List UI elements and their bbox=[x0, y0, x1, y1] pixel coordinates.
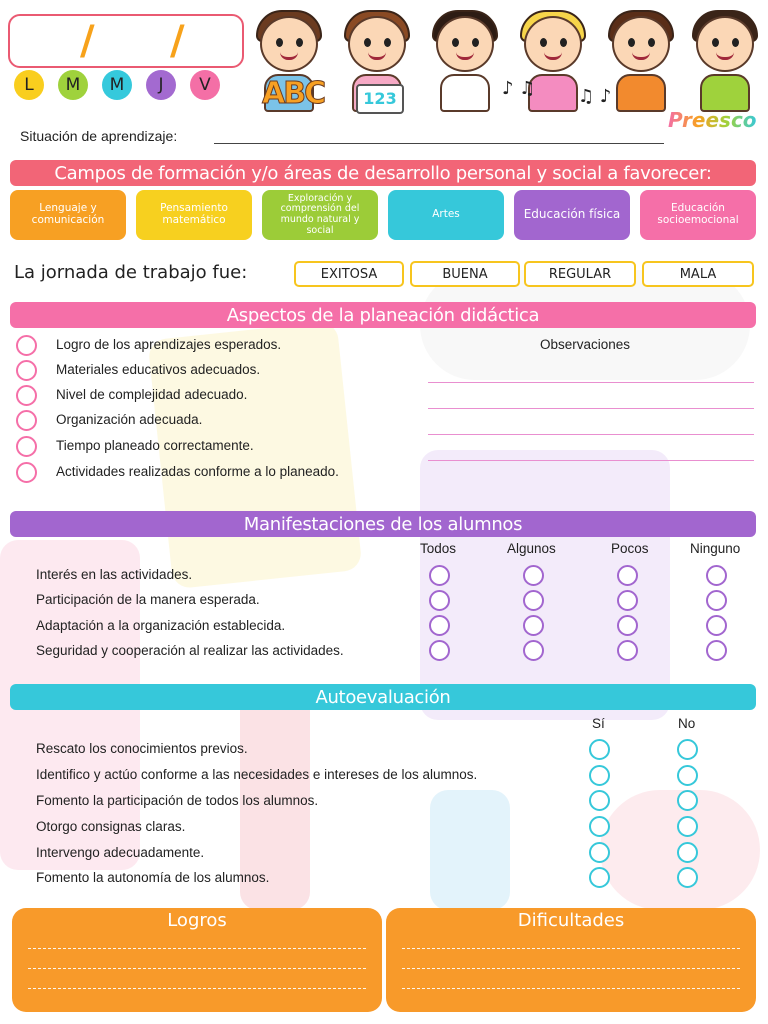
situacion-input-line[interactable] bbox=[214, 143, 664, 144]
column-header-no: No bbox=[678, 716, 696, 731]
dificultades-panel[interactable] bbox=[386, 908, 756, 1012]
radio-todos[interactable] bbox=[429, 640, 450, 661]
date-separator: / bbox=[170, 18, 185, 64]
manifestacion-item: Interés en las actividades. bbox=[36, 567, 193, 582]
writing-line bbox=[402, 968, 740, 969]
radio-ninguno[interactable] bbox=[706, 590, 727, 611]
field-socioemocional[interactable]: Educación socioemocional bbox=[640, 190, 756, 240]
writing-line bbox=[28, 968, 366, 969]
radio-pocos[interactable] bbox=[617, 615, 638, 636]
observaciones-line[interactable] bbox=[428, 460, 754, 461]
radio-pocos[interactable] bbox=[617, 640, 638, 661]
autoevaluacion-item: Fomento la autonomía de los alumnos. bbox=[36, 870, 270, 885]
date-field[interactable] bbox=[8, 14, 244, 68]
aspect-check[interactable] bbox=[16, 410, 37, 431]
radio-no[interactable] bbox=[677, 739, 698, 760]
child-figure bbox=[686, 8, 764, 112]
radio-si[interactable] bbox=[589, 816, 610, 837]
brand-logo: Preesco bbox=[668, 108, 757, 132]
radio-algunos[interactable] bbox=[523, 590, 544, 611]
radio-pocos[interactable] bbox=[617, 565, 638, 586]
field-educacion-fisica[interactable]: Educación física bbox=[514, 190, 630, 240]
manifestacion-item: Participación de la manera esperada. bbox=[36, 592, 260, 607]
day-monday[interactable]: L bbox=[14, 70, 44, 100]
radio-si[interactable] bbox=[589, 842, 610, 863]
day-thursday[interactable]: J bbox=[146, 70, 176, 100]
rating-exitosa[interactable]: EXITOSA bbox=[294, 261, 404, 287]
background-glue-stick bbox=[430, 790, 510, 910]
column-header-algunos: Algunos bbox=[507, 541, 556, 556]
writing-line bbox=[402, 948, 740, 949]
radio-todos[interactable] bbox=[429, 565, 450, 586]
aspect-check[interactable] bbox=[16, 462, 37, 483]
field-pensamiento[interactable]: Pensamiento matemático bbox=[136, 190, 252, 240]
radio-ninguno[interactable] bbox=[706, 615, 727, 636]
child-figure bbox=[602, 8, 680, 112]
aspect-item: Logro de los aprendizajes esperados. bbox=[56, 337, 282, 352]
radio-no[interactable] bbox=[677, 790, 698, 811]
radio-algunos[interactable] bbox=[523, 640, 544, 661]
jornada-label: La jornada de trabajo fue: bbox=[14, 262, 248, 283]
field-exploracion[interactable]: Exploración y comprensión del mundo natural y social bbox=[262, 190, 378, 240]
column-header-si: Sí bbox=[592, 716, 605, 731]
writing-line bbox=[402, 988, 740, 989]
dificultades-title: Dificultades bbox=[517, 910, 625, 931]
radio-ninguno[interactable] bbox=[706, 640, 727, 661]
manifestaciones-band: Manifestaciones de los alumnos bbox=[10, 511, 756, 537]
weekday-selector bbox=[14, 70, 220, 100]
day-friday[interactable]: V bbox=[190, 70, 220, 100]
aspect-item: Actividades realizadas conforme a lo planeado. bbox=[56, 464, 339, 479]
radio-no[interactable] bbox=[677, 867, 698, 888]
rating-mala[interactable]: MALA bbox=[642, 261, 754, 287]
aspect-item: Materiales educativos adecuados. bbox=[56, 362, 261, 377]
observaciones-line[interactable] bbox=[428, 434, 754, 435]
autoevaluacion-item: Intervengo adecuadamente. bbox=[36, 845, 205, 860]
radio-no[interactable] bbox=[677, 816, 698, 837]
abc-blocks-logo: ABC bbox=[262, 76, 325, 111]
aspect-item: Organización adecuada. bbox=[56, 412, 203, 427]
radio-no[interactable] bbox=[677, 842, 698, 863]
radio-si[interactable] bbox=[589, 739, 610, 760]
aspectos-band: Aspectos de la planeación didáctica bbox=[10, 302, 756, 328]
observaciones-line[interactable] bbox=[428, 408, 754, 409]
rating-buena[interactable]: BUENA bbox=[410, 261, 520, 287]
day-wednesday[interactable]: M bbox=[102, 70, 132, 100]
radio-pocos[interactable] bbox=[617, 590, 638, 611]
manifestacion-item: Seguridad y cooperación al realizar las actividades. bbox=[36, 643, 344, 658]
aspect-item: Tiempo planeado correctamente. bbox=[56, 438, 254, 453]
writing-line bbox=[28, 948, 366, 949]
autoevaluacion-item: Rescato los conocimientos previos. bbox=[36, 741, 248, 756]
aspect-item: Nivel de complejidad adecuado. bbox=[56, 387, 248, 402]
rating-regular[interactable]: REGULAR bbox=[524, 261, 636, 287]
radio-no[interactable] bbox=[677, 765, 698, 786]
writing-line bbox=[28, 988, 366, 989]
background-notebook bbox=[420, 450, 670, 720]
field-artes[interactable]: Artes bbox=[388, 190, 504, 240]
radio-ninguno[interactable] bbox=[706, 565, 727, 586]
field-lenguaje[interactable]: Lenguaje y comunicación bbox=[10, 190, 126, 240]
radio-algunos[interactable] bbox=[523, 615, 544, 636]
column-header-todos: Todos bbox=[420, 541, 457, 556]
autoevaluacion-item: Identifico y actúo conforme a las necesidades e intereses de los alumnos. bbox=[36, 767, 478, 782]
day-tuesday[interactable]: M bbox=[58, 70, 88, 100]
column-header-ninguno: Ninguno bbox=[690, 541, 741, 556]
radio-si[interactable] bbox=[589, 765, 610, 786]
logros-panel[interactable] bbox=[12, 908, 382, 1012]
number-card: 123 bbox=[356, 84, 404, 114]
radio-si[interactable] bbox=[589, 867, 610, 888]
autoevaluacion-item: Otorgo consignas claras. bbox=[36, 819, 186, 834]
observaciones-line[interactable] bbox=[428, 382, 754, 383]
aspect-check[interactable] bbox=[16, 385, 37, 406]
radio-todos[interactable] bbox=[429, 615, 450, 636]
column-header-pocos: Pocos bbox=[611, 541, 649, 556]
child-figure bbox=[426, 8, 504, 112]
manifestacion-item: Adaptación a la organización establecida. bbox=[36, 618, 286, 633]
date-separator: / bbox=[80, 18, 95, 64]
aspect-check[interactable] bbox=[16, 360, 37, 381]
observaciones-label: Observaciones bbox=[540, 337, 631, 352]
autoevaluacion-item: Fomento la participación de todos los alumnos. bbox=[36, 793, 319, 808]
campos-band: Campos de formación y/o áreas de desarrollo personal y social a favorecer: bbox=[10, 160, 756, 186]
situacion-label: Situación de aprendizaje: bbox=[20, 128, 178, 144]
aspect-check[interactable] bbox=[16, 335, 37, 356]
music-notes-icon: ♪ ♫ bbox=[502, 78, 536, 99]
radio-algunos[interactable] bbox=[523, 565, 544, 586]
radio-si[interactable] bbox=[589, 790, 610, 811]
radio-todos[interactable] bbox=[429, 590, 450, 611]
aspect-check[interactable] bbox=[16, 436, 37, 457]
autoevaluacion-band: Autoevaluación bbox=[10, 684, 756, 710]
logros-title: Logros bbox=[167, 910, 227, 931]
music-notes-icon: ♫ ♪ bbox=[578, 86, 612, 107]
